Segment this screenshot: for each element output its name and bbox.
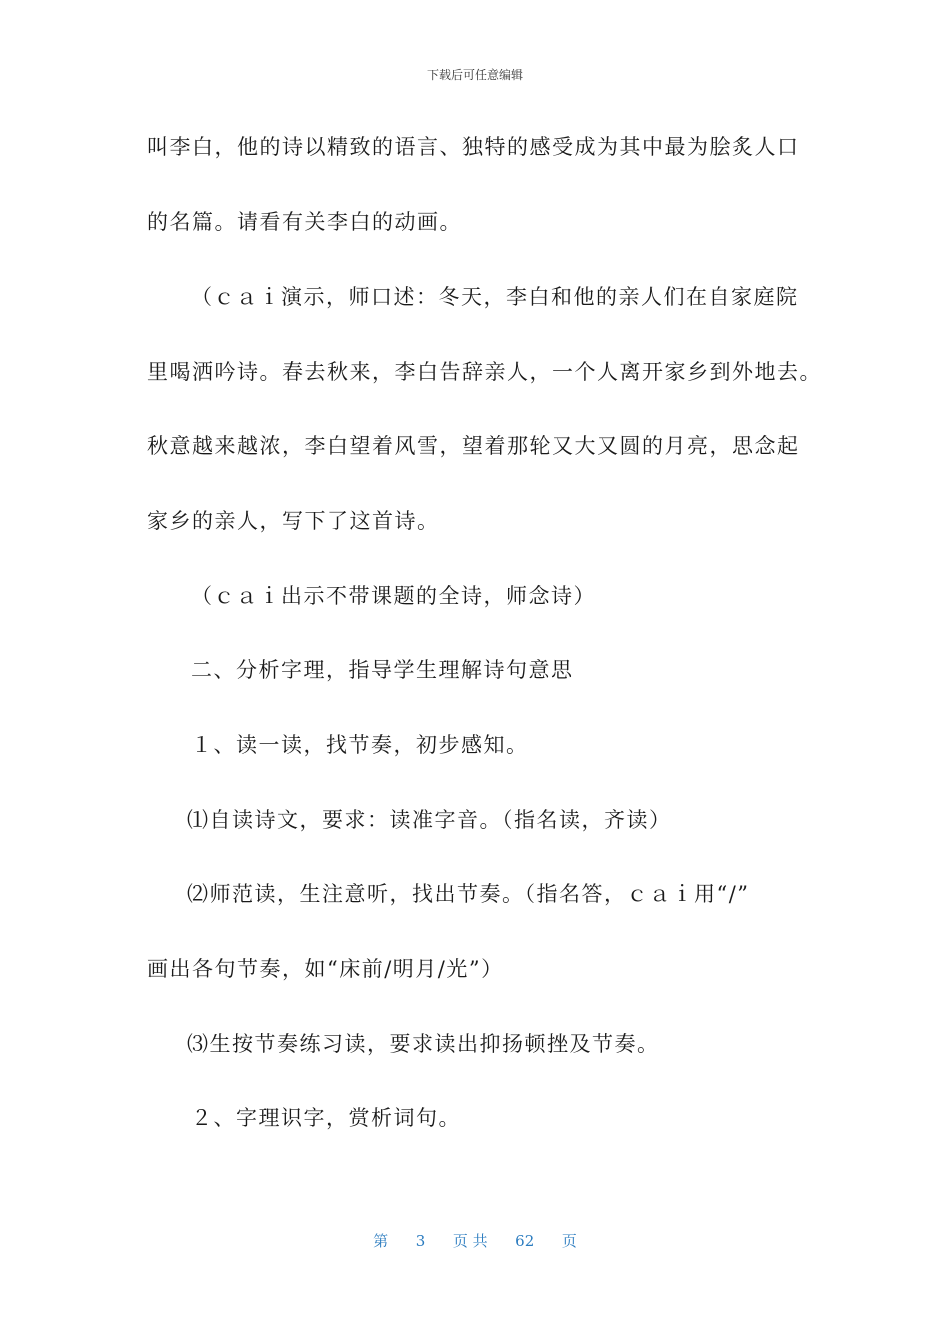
section-heading: 二、分析字理，指导学生理解诗句意思 bbox=[191, 658, 574, 682]
text-line: 的名篇。请看有关李白的动画。 bbox=[147, 210, 462, 234]
text-line: 家乡的亲人，写下了这首诗。 bbox=[147, 509, 440, 533]
text-line: ⑶生按节奏练习读，要求读出抑扬顿挫及节奏。 bbox=[187, 1032, 660, 1056]
subsection-heading: ２、字理识字，赏析词句。 bbox=[191, 1106, 461, 1130]
text-line: （ｃａｉ出示不带课题的全诗，师念诗） bbox=[191, 584, 596, 608]
text-line: （ｃａｉ演示，师口述：冬天，李白和他的亲人们在自家庭院 bbox=[191, 285, 799, 309]
total-pages-number: 62 bbox=[515, 1232, 535, 1250]
footer-prefix: 第 bbox=[373, 1232, 389, 1250]
footer-mid: 页 共 bbox=[452, 1232, 488, 1250]
text-line: 里喝洒吟诗。春去秋来，李白告辞亲人，一个人离开家乡到外地去。 bbox=[147, 360, 822, 384]
text-line: 秋意越来越浓，李白望着风雪，望着那轮又大又圆的月亮，思念起 bbox=[147, 434, 800, 458]
text-line: ⑴自读诗文，要求：读准字音。（指名读，齐读） bbox=[187, 808, 672, 832]
text-line: ⑵师范读，生注意听，找出节奏。（指名答，ｃａｉ用“/” bbox=[187, 882, 750, 906]
text-line: 叫李白，他的诗以精致的语言、独特的感受成为其中最为脍炙人口 bbox=[147, 135, 800, 159]
current-page-number: 3 bbox=[415, 1232, 426, 1250]
header-note: 下载后可任意编辑 bbox=[426, 68, 523, 82]
footer-suffix: 页 bbox=[561, 1232, 577, 1250]
page-footer bbox=[0, 1230, 950, 1251]
subsection-heading: １、读一读，找节奏，初步感知。 bbox=[191, 733, 529, 757]
text-line: 画出各句节奏，如“床前/明月/光”） bbox=[147, 957, 504, 981]
